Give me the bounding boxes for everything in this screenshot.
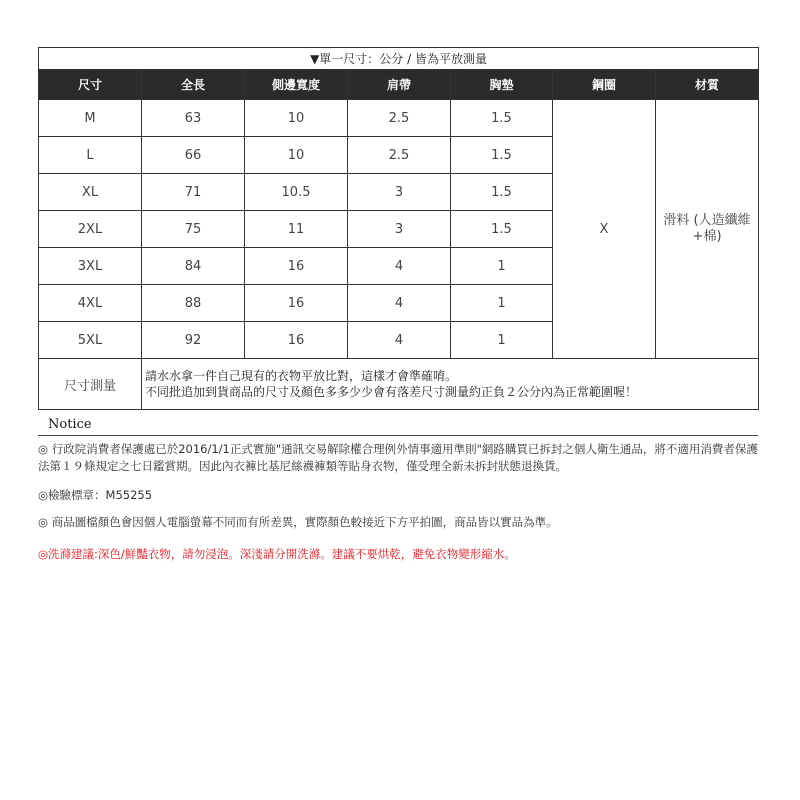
cell-side-width: 10 <box>245 100 348 137</box>
notice-section <box>38 417 758 561</box>
header-material: 材質 <box>656 70 759 100</box>
cell-strap: 4 <box>348 248 451 285</box>
cell-size: 5XL <box>39 322 142 359</box>
cell-pad: 1.5 <box>451 137 553 174</box>
table-row <box>39 100 759 137</box>
notice-return-policy: ◎ 行政院消費者保護處已於2016/1/1正式實施"通訊交易解除權合理例外情事適用準則"網路購買已拆封之個人衛生通品，將不適用消費者保護法第１９條規定之七日鑑賞期。因此內衣褲比基尼絲襪褲類等貼身衣物，僅受理全新未拆封狀態退換貨。 <box>38 442 758 473</box>
cell-length: 84 <box>142 248 245 285</box>
measure-label: 尺寸測量 <box>39 359 142 410</box>
cell-size: XL <box>39 174 142 211</box>
header-strap: 肩帶 <box>348 70 451 100</box>
cell-side-width: 16 <box>245 322 348 359</box>
size-table <box>38 47 759 410</box>
cell-strap: 4 <box>348 285 451 322</box>
cell-pad: 1 <box>451 248 553 285</box>
cell-side-width: 10 <box>245 137 348 174</box>
header-length: 全長 <box>142 70 245 100</box>
cell-side-width: 10.5 <box>245 174 348 211</box>
cell-size: M <box>39 100 142 137</box>
cell-size: 3XL <box>39 248 142 285</box>
cell-pad: 1.5 <box>451 174 553 211</box>
table-caption-row <box>39 48 759 70</box>
measure-note-line-2: 不同批追加到貨商品的尺寸及顏色多多少少會有落差尺寸測量約正負２公分內為正常範圍喔！ <box>145 385 638 399</box>
cell-strap: 3 <box>348 174 451 211</box>
cell-pad: 1 <box>451 285 553 322</box>
cell-length: 63 <box>142 100 245 137</box>
cell-strap: 2.5 <box>348 100 451 137</box>
cell-size: 4XL <box>39 285 142 322</box>
cell-strap: 4 <box>348 322 451 359</box>
cell-underwire: X <box>553 100 656 359</box>
notice-color-disclaimer: ◎ 商品圖檔顏色會因個人電腦螢幕不同而有所差異，實際顏色較接近下方平拍圖，商品皆以實品為準。 <box>38 515 558 529</box>
cell-pad: 1.5 <box>451 100 553 137</box>
notice-wash-advice: ◎洗滌建議:深色/鮮豔衣物，請勿浸泡。深淺請分開洗滌。建議不要烘乾，避免衣物變形縮水。 <box>38 547 516 561</box>
cell-side-width: 16 <box>245 248 348 285</box>
table-caption: ▼單一尺寸：公分 / 皆為平放測量 <box>39 48 759 70</box>
table-header-row <box>39 70 759 100</box>
notice-inspection-mark: ◎檢驗標章：M55255 <box>38 488 153 502</box>
cell-strap: 3 <box>348 211 451 248</box>
cell-size: L <box>39 137 142 174</box>
measure-row <box>39 359 759 410</box>
header-side-width: 側邊寬度 <box>245 70 348 100</box>
cell-length: 88 <box>142 285 245 322</box>
measure-note <box>142 359 759 410</box>
notice-title: Notice <box>38 417 758 436</box>
header-underwire: 鋼圈 <box>553 70 656 100</box>
cell-pad: 1 <box>451 322 553 359</box>
header-size: 尺寸 <box>39 70 142 100</box>
cell-side-width: 16 <box>245 285 348 322</box>
cell-length: 75 <box>142 211 245 248</box>
cell-length: 92 <box>142 322 245 359</box>
cell-length: 66 <box>142 137 245 174</box>
cell-size: 2XL <box>39 211 142 248</box>
header-pad: 胸墊 <box>451 70 553 100</box>
cell-strap: 2.5 <box>348 137 451 174</box>
cell-pad: 1.5 <box>451 211 553 248</box>
cell-material: 滑料 (人造纖維+棉) <box>656 100 759 359</box>
measure-note-line-1: 請水水拿一件自己現有的衣物平放比對，這樣才會準確唷。 <box>145 369 458 383</box>
cell-side-width: 11 <box>245 211 348 248</box>
cell-length: 71 <box>142 174 245 211</box>
